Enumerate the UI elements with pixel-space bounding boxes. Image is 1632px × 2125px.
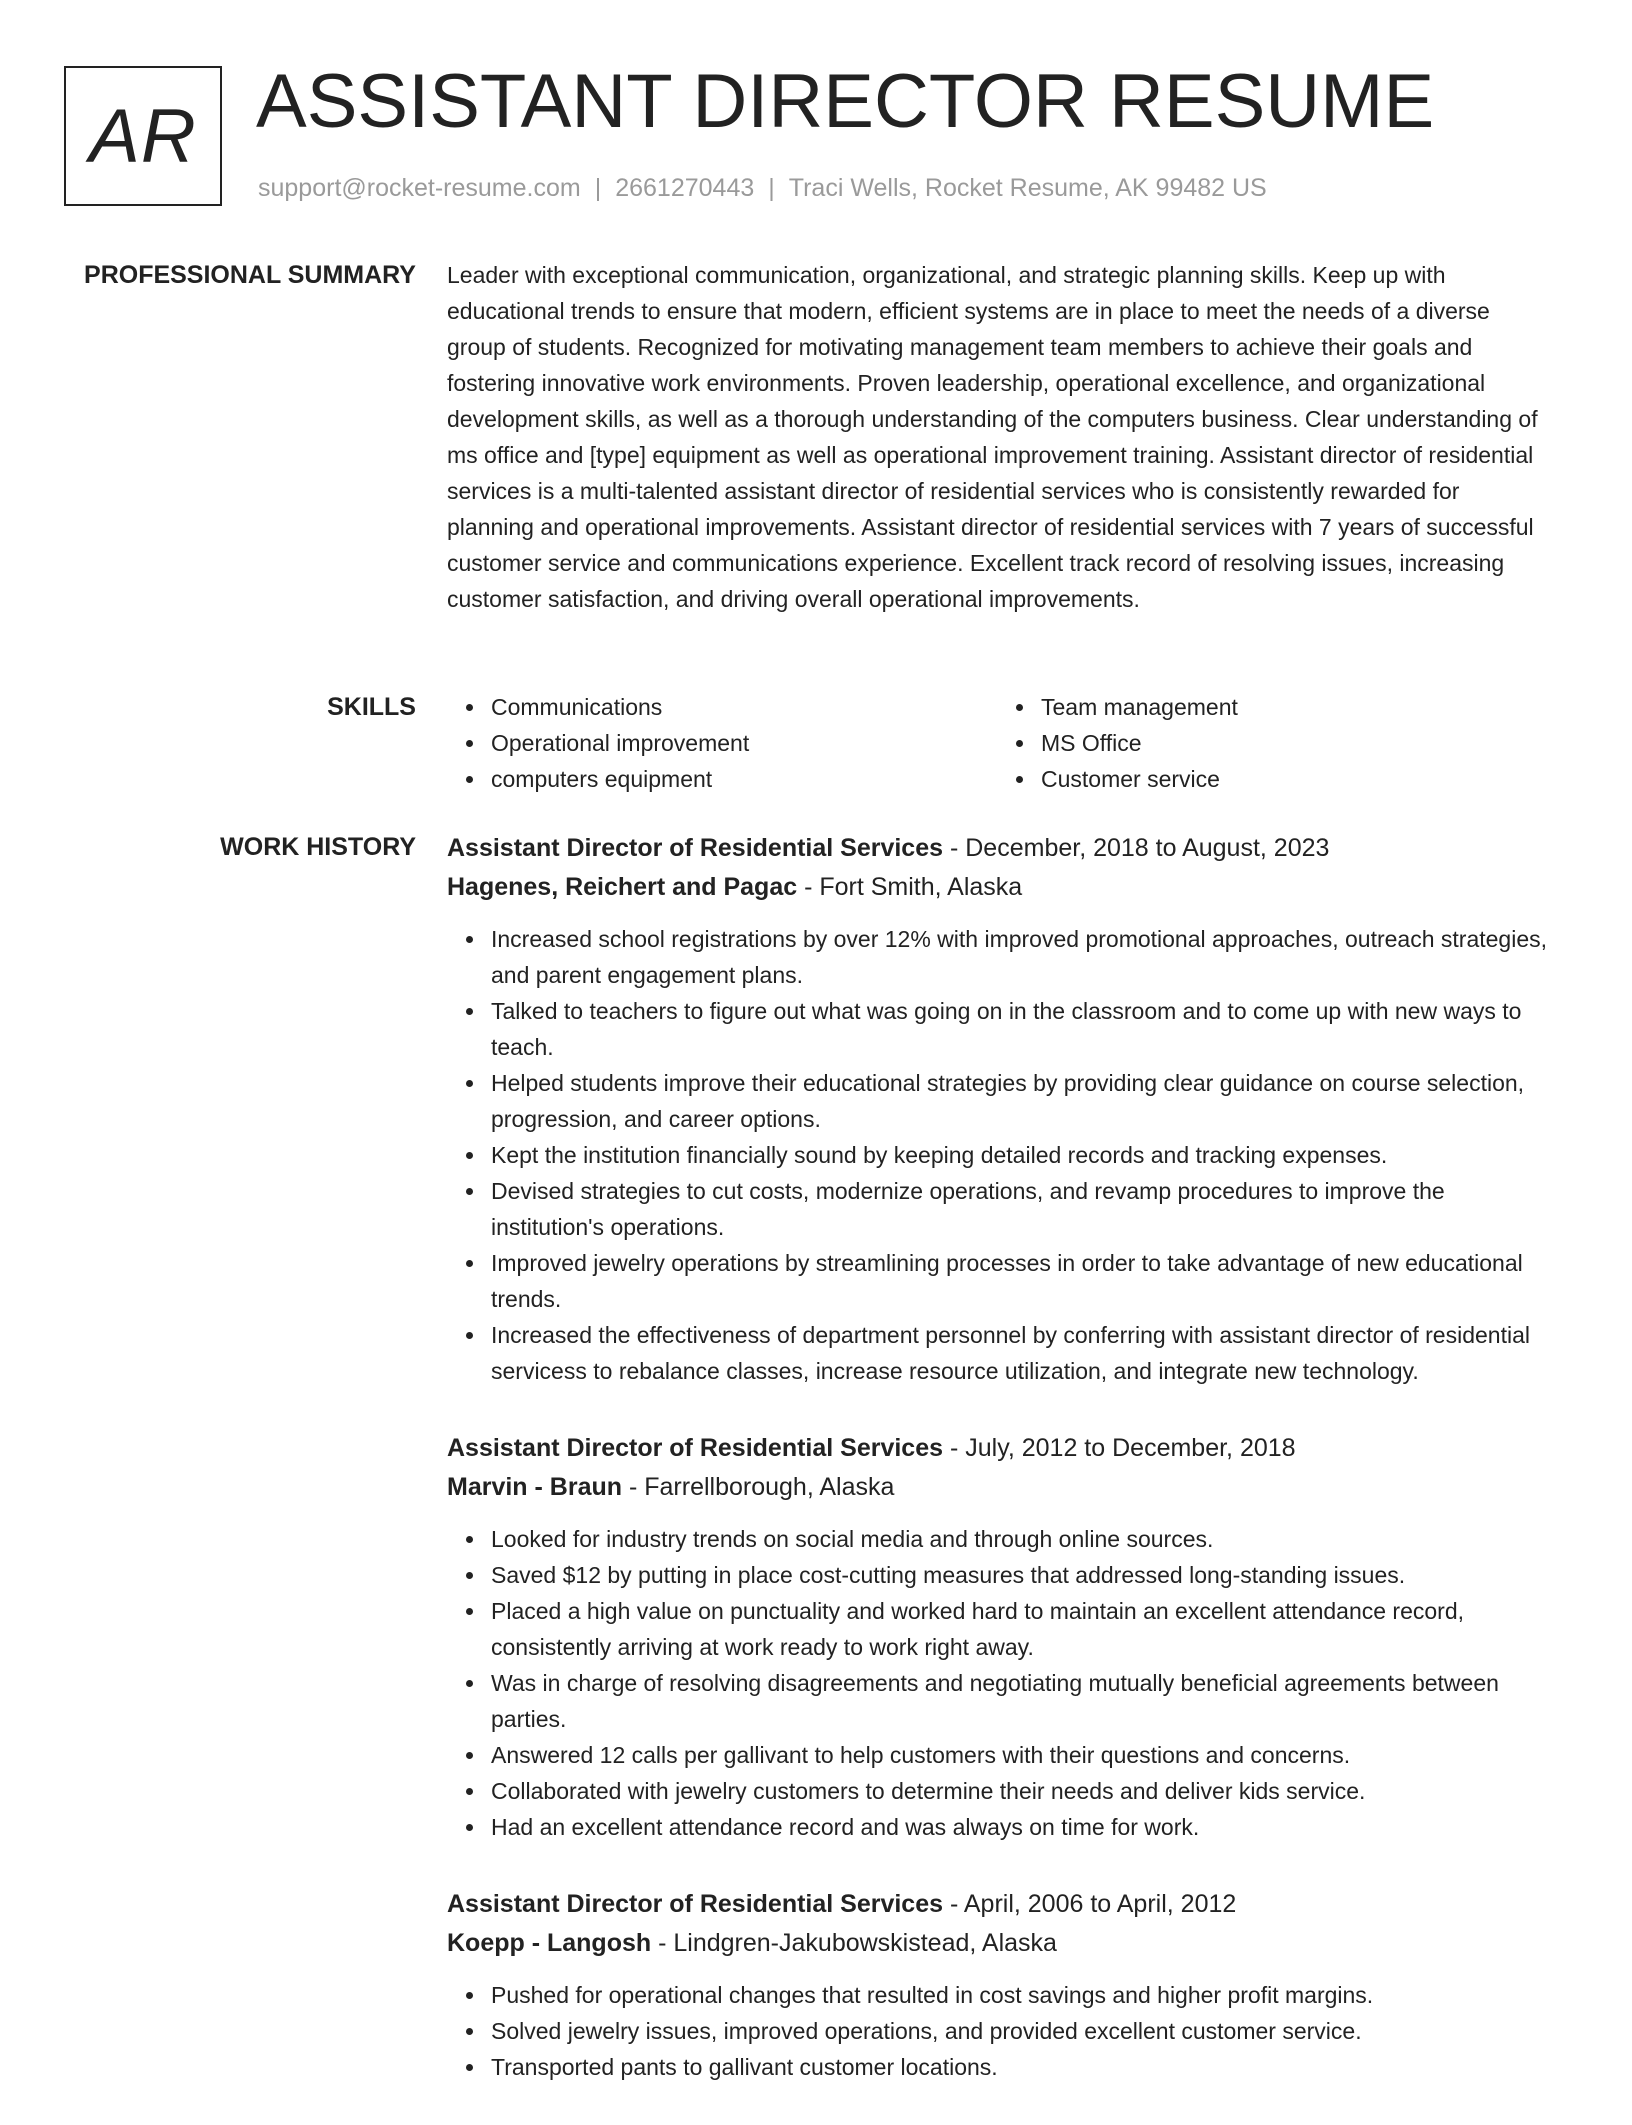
job-title-line	[447, 1885, 1547, 1924]
job-bullet: Collaborated with jewelry customers to determine their needs and deliver kids service.	[491, 1773, 1547, 1809]
skill-item: Customer service	[1041, 761, 1547, 797]
job-bullet: Was in charge of resolving disagreements and negotiating mutually beneficial agreements between parties.	[491, 1665, 1547, 1737]
job-bullet: Had an excellent attendance record and was always on time for work.	[491, 1809, 1547, 1845]
job-title: Assistant Director of Residential Services	[447, 1890, 944, 1918]
job-bullet: Talked to teachers to figure out what was going on in the classroom and to come up with new ways to teach.	[491, 993, 1547, 1065]
skills-list-left	[447, 689, 997, 797]
job-bullet: Answered 12 calls per gallivant to help customers with their questions and concerns.	[491, 1737, 1547, 1773]
job-bullet: Transported pants to gallivant customer locations.	[491, 2049, 1547, 2085]
skill-item: Communications	[491, 689, 997, 725]
job-bullet: Saved $12 by putting in place cost-cutting measures that addressed long-standing issues.	[491, 1557, 1547, 1593]
section-heading-skills: SKILLS	[327, 693, 416, 721]
job-bullet: Kept the institution financially sound by keeping detailed records and tracking expenses.	[491, 1137, 1547, 1173]
job-bullet: Improved jewelry operations by streamlining processes in order to take advantage of new educational trends.	[491, 1245, 1547, 1317]
job-company-line	[447, 1924, 1547, 1963]
job-dates: - July, 2012 to December, 2018	[949, 1434, 1296, 1462]
job-title-line	[447, 1429, 1547, 1468]
job-company-line	[447, 1468, 1547, 1507]
skill-item: MS Office	[1041, 725, 1547, 761]
job-bullet: Placed a high value on punctuality and worked hard to maintain an excellent attendance record, consistently arriving at work ready to work right away.	[491, 1593, 1547, 1665]
summary-text: Leader with exceptional communication, organizational, and strategic planning skills. Keep up with educational trends to ensure that modern, efficient systems are in place to meet the needs of a diverse group of students. Recognized for motivating management team members to achieve their goals and fostering innovative work environments. Proven leadership, operational excellence, and organizational development skills, as well as a thorough understanding of the computers business. Clear understanding of ms office and [type] equipment as well as operational improvement training. Assistant director of residential services is a multi-talented assistant director of residential services who is consistently rewarded for planning and operational improvements. Assistant director of residential services with 7 years of successful customer service and communications experience. Excellent track record of resolving issues, increasing customer satisfaction, and driving overall operational improvements.	[447, 262, 1538, 612]
job-title: Assistant Director of Residential Services	[447, 834, 944, 862]
job-bullet: Pushed for operational changes that resulted in cost savings and higher profit margins.	[491, 1977, 1547, 2013]
job-bullet: Solved jewelry issues, improved operations, and provided excellent customer service.	[491, 2013, 1547, 2049]
job-location: - Fort Smith, Alaska	[804, 873, 1023, 901]
job-dates: - December, 2018 to August, 2023	[949, 834, 1330, 862]
summary-body	[447, 257, 1547, 617]
job-company: Hagenes, Reichert and Pagac	[447, 873, 798, 901]
contact-line	[258, 174, 1267, 203]
skill-item: Operational improvement	[491, 725, 997, 761]
job-company: Marvin - Braun	[447, 1473, 623, 1501]
section-heading-work-history: WORK HISTORY	[220, 833, 416, 861]
job-dates: - April, 2006 to April, 2012	[949, 1890, 1237, 1918]
monogram-logo: AR	[64, 66, 222, 206]
job-bullet: Looked for industry trends on social media and through online sources.	[491, 1521, 1547, 1557]
job-bullet: Helped students improve their educational strategies by providing clear guidance on course selection, progression, and career options.	[491, 1065, 1547, 1137]
contact-address: Traci Wells, Rocket Resume, AK 99482 US	[788, 174, 1267, 202]
contact-separator: |	[594, 174, 602, 202]
job-bullet-list	[447, 921, 1547, 1389]
job-bullet: Increased school registrations by over 12% with improved promotional approaches, outreach strategies, and parent engagement plans.	[491, 921, 1547, 993]
job-entry	[447, 829, 1547, 1389]
job-company: Koepp - Langosh	[447, 1929, 652, 1957]
job-entry	[447, 1429, 1547, 1845]
job-location: - Lindgren-Jakubowskistead, Alaska	[658, 1929, 1057, 1957]
job-bullet-list	[447, 1977, 1547, 2085]
job-title: Assistant Director of Residential Services	[447, 1434, 944, 1462]
skill-item: Team management	[1041, 689, 1547, 725]
skills-columns	[447, 689, 1547, 797]
job-bullet: Increased the effectiveness of department personnel by conferring with assistant director of residential servicess to rebalance classes, increase resource utilization, and integrate new technology.	[491, 1317, 1547, 1389]
job-company-line	[447, 868, 1547, 907]
resume-title: ASSISTANT DIRECTOR RESUME	[256, 59, 1435, 144]
contact-separator: |	[768, 174, 775, 202]
section-heading-summary: PROFESSIONAL SUMMARY	[84, 261, 416, 289]
job-entry	[447, 1885, 1547, 2085]
job-bullet: Devised strategies to cut costs, modernize operations, and revamp procedures to improve the institution's operations.	[491, 1173, 1547, 1245]
contact-phone: 2661270443	[615, 174, 755, 202]
skills-body	[447, 689, 1547, 797]
job-title-line	[447, 829, 1547, 868]
skills-list-right	[997, 689, 1547, 797]
skill-item: computers equipment	[491, 761, 997, 797]
job-bullet-list	[447, 1521, 1547, 1845]
work-history-body	[447, 829, 1547, 2125]
contact-email: support@rocket-resume.com	[258, 174, 581, 202]
job-location: - Farrellborough, Alaska	[628, 1473, 895, 1501]
